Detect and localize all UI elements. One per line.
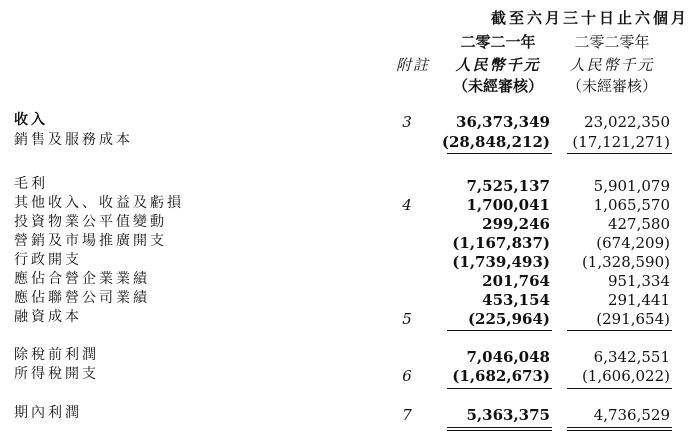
row-label: 投資物業公平值變動 xyxy=(14,214,167,230)
total-double-rule xyxy=(567,427,672,431)
value-2020: 951,334 xyxy=(607,272,670,290)
col-2020-year: 二零二零年 xyxy=(574,33,650,51)
value-2021: 1,700,041 xyxy=(466,196,550,214)
value-2021: 5,363,375 xyxy=(466,406,550,424)
row-label: 期內利潤 xyxy=(14,405,82,421)
row-note: 5 xyxy=(402,310,412,328)
row-label: 行政開支 xyxy=(14,252,82,268)
period-header: 截至六月三十日止六個月 xyxy=(490,9,689,27)
subtotal-rule xyxy=(447,330,552,331)
row-label: 應佔合營企業業績 xyxy=(14,271,150,287)
value-2020: (17,121,271) xyxy=(572,133,670,151)
row-label: 除稅前利潤 xyxy=(14,347,99,363)
col-2021-year: 二零二一年 xyxy=(460,33,536,51)
value-2020: 427,580 xyxy=(607,215,670,233)
subtotal-rule xyxy=(567,330,672,331)
row-label: 營銷及市場推廣開支 xyxy=(14,233,167,249)
value-2020: (1,606,022) xyxy=(581,367,670,385)
notes-column-header: 附註 xyxy=(395,56,430,74)
row-note: 7 xyxy=(402,406,412,424)
value-2020: 5,901,079 xyxy=(593,177,670,195)
value-2021: 453,154 xyxy=(482,291,550,309)
value-2020: 1,065,570 xyxy=(593,196,670,214)
row-label: 毛利 xyxy=(14,176,48,192)
value-2020: (1,328,590) xyxy=(581,253,670,271)
row-note: 4 xyxy=(402,196,412,214)
col-2020-unit: 人民幣千元 xyxy=(569,56,655,74)
row-note: 6 xyxy=(402,367,412,385)
value-2021: 7,525,137 xyxy=(466,177,550,195)
row-label: 銷售及服務成本 xyxy=(14,132,133,148)
total-double-rule xyxy=(447,427,552,431)
value-2020: (674,209) xyxy=(596,234,670,252)
subtotal-rule xyxy=(447,388,552,389)
value-2021: (1,167,837) xyxy=(452,234,550,252)
value-2021: 299,246 xyxy=(482,215,550,233)
subtotal-rule xyxy=(567,388,672,389)
col-2020-status: （未經審核） xyxy=(566,77,657,95)
subtotal-rule xyxy=(447,153,552,154)
value-2021: (28,848,212) xyxy=(441,133,550,151)
value-2021: 36,373,349 xyxy=(456,113,550,131)
col-2021-unit: 人民幣千元 xyxy=(455,56,541,74)
value-2020: (291,654) xyxy=(596,310,670,328)
col-2021-status: （未經審核） xyxy=(452,77,543,95)
value-2021: 201,764 xyxy=(482,272,550,290)
row-label: 收入 xyxy=(14,112,48,128)
value-2020: 4,736,529 xyxy=(593,406,670,424)
value-2020: 291,441 xyxy=(607,291,670,309)
row-note: 3 xyxy=(402,113,412,131)
row-label: 所得稅開支 xyxy=(14,366,99,382)
row-label: 應佔聯營公司業績 xyxy=(14,290,150,306)
value-2020: 6,342,551 xyxy=(593,348,670,366)
value-2020: 23,022,350 xyxy=(584,113,670,131)
value-2021: (1,682,673) xyxy=(452,367,550,385)
value-2021: 7,046,048 xyxy=(466,348,550,366)
value-2021: (1,739,493) xyxy=(452,253,550,271)
row-label: 其他收入、收益及虧損 xyxy=(14,195,184,211)
value-2021: (225,964) xyxy=(467,310,550,328)
subtotal-rule xyxy=(567,153,672,154)
row-label: 融資成本 xyxy=(14,309,82,325)
